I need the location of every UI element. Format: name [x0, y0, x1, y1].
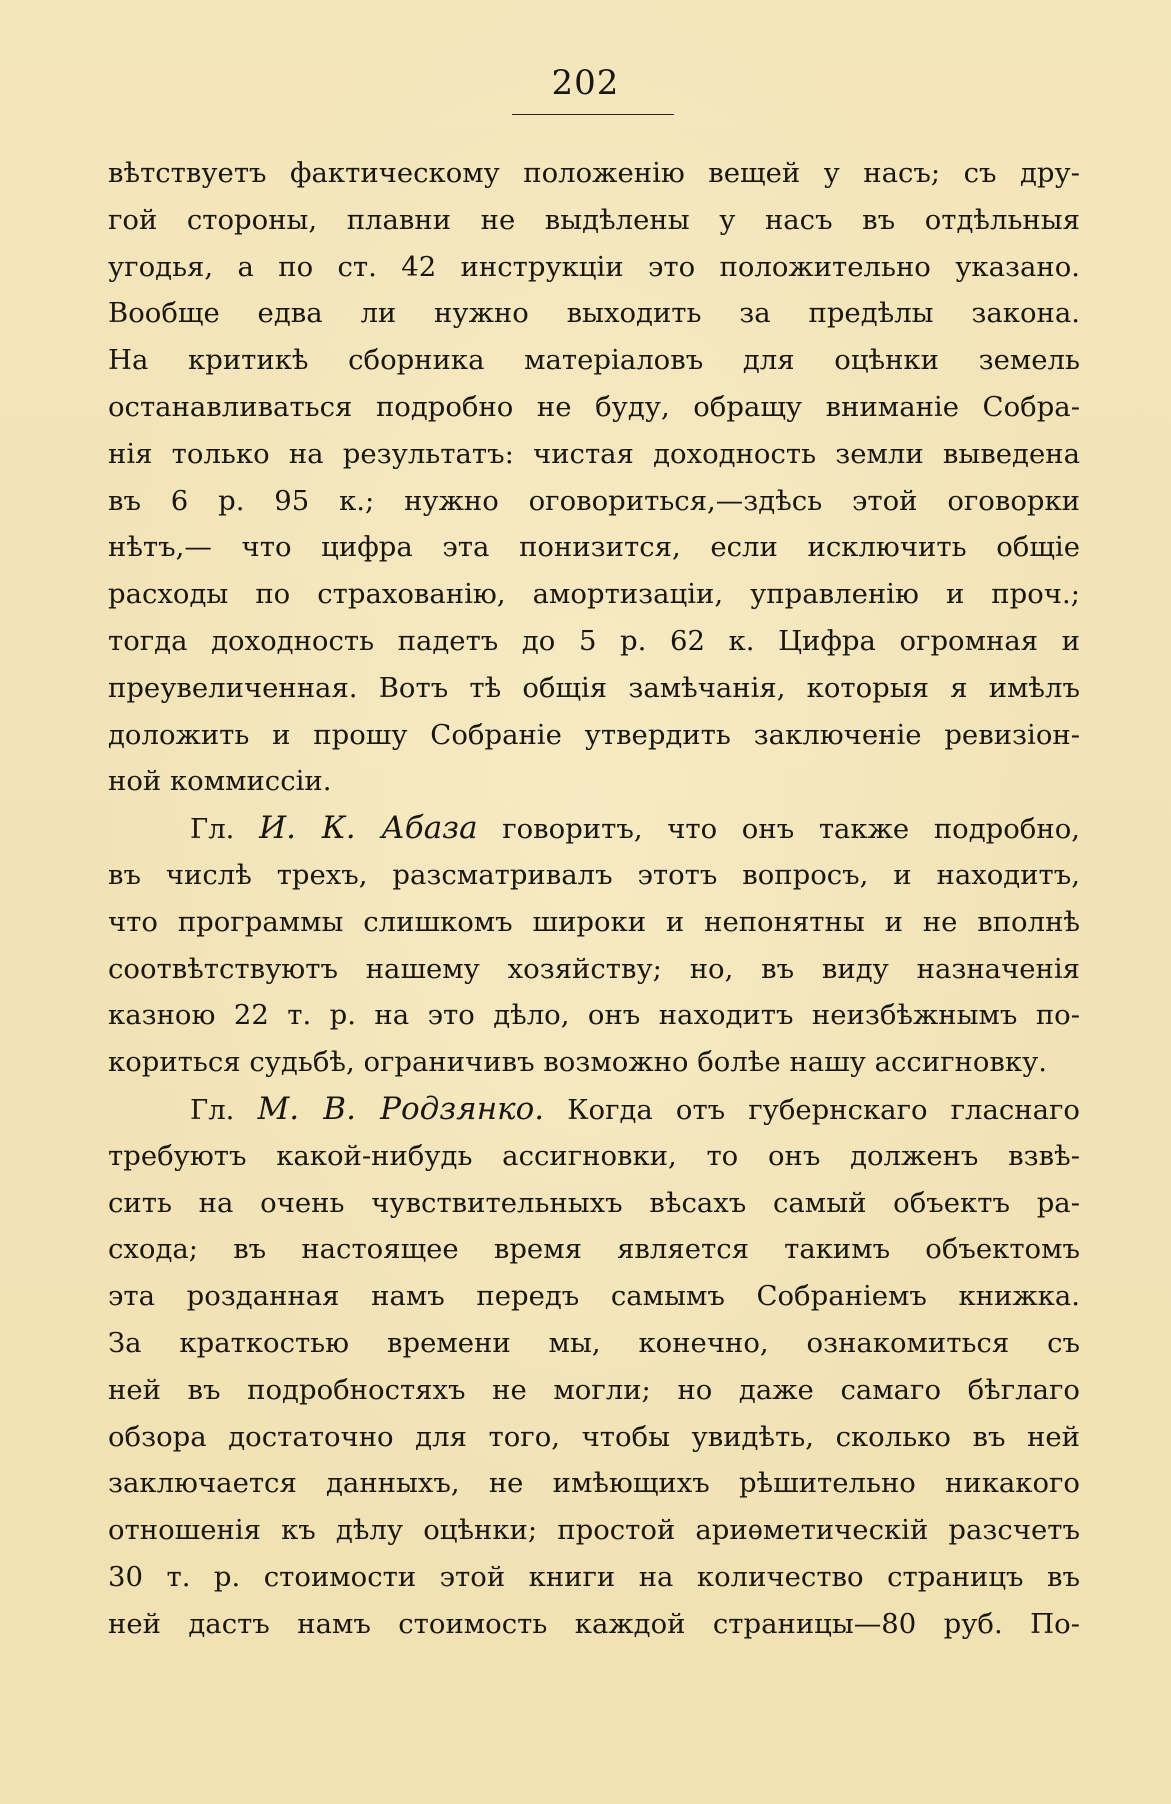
text-segment: говоритъ, что онъ также подробно,: [502, 813, 1080, 846]
speaker-name: М. В. Родзянко.: [257, 1090, 545, 1127]
text-line: нѣтъ,— что цифра эта понизится, если исключить общіе: [108, 531, 1080, 564]
text-line: останавливаться подробно не буду, обращу вниманіе Собра-: [108, 390, 1080, 423]
text-segment: Когда отъ губернскаго гласнаго: [567, 1093, 1080, 1126]
header-rule: [512, 114, 674, 115]
speaker-name: И. К. Абаза: [259, 810, 478, 847]
text-line: сить на очень чувствительныхъ вѣсахъ самый объектъ ра-: [108, 1186, 1080, 1219]
text-line: ней дастъ намъ стоимость каждой страницы—80 руб. По-: [108, 1607, 1080, 1640]
text-line: заключается данныхъ, не имѣющихъ рѣшительно никакого: [108, 1467, 1080, 1500]
text-line: доложить и прошу Собраніе утвердить заключеніе ревизіон-: [108, 718, 1080, 751]
text-line: казною 22 т. р. на это дѣло, онъ находитъ неизбѣжнымъ по-: [108, 999, 1080, 1032]
paragraph-start-line: [108, 805, 1080, 852]
text-line: вѣтствуетъ фактическому положенію вещей у насъ; съ дру-: [108, 157, 1080, 189]
text-line: тогда доходность падетъ до 5 р. 62 к. Цифра огромная и: [108, 624, 1080, 657]
text-line: 30 т. р. стоимости этой книги на количество страницъ въ: [108, 1560, 1080, 1593]
text-line: въ числѣ трехъ, разсматривалъ этотъ вопросъ, и находитъ,: [108, 858, 1080, 891]
text-line: что программы слишкомъ широки и непонятны и не вполнѣ: [108, 905, 1080, 938]
paragraph-start-line: [108, 1086, 1080, 1133]
text-line: ней въ подробностяхъ не могли; но даже самаго бѣглаго: [108, 1373, 1080, 1406]
body-text: [108, 150, 1080, 1648]
text-line: эта розданная намъ передъ самымъ Собраніемъ книжка.: [108, 1280, 1080, 1313]
text-line: расходы по страхованію, амортизаціи, управленію и проч.;: [108, 578, 1080, 611]
text-line: За краткостью времени мы, конечно, ознакомиться съ: [108, 1326, 1080, 1359]
text-line: На критикѣ сборника матеріаловъ для оцѣнки земель: [108, 344, 1080, 377]
text-line: нія только на результатъ: чистая доходность земли выведена: [108, 437, 1080, 470]
text-line: угодья, а по ст. 42 инструкціи это положительно указано.: [108, 250, 1080, 283]
text-line: преувеличенная. Вотъ тѣ общія замѣчанія, которыя я имѣлъ: [108, 671, 1080, 704]
page-number: 202: [551, 63, 620, 103]
text-line: ной коммиссіи.: [108, 765, 332, 798]
speaker-prefix: Гл.: [190, 1093, 235, 1126]
text-line: требуютъ какой-нибудь ассигновки, то онъ долженъ взвѣ-: [108, 1139, 1080, 1172]
text-line: обзора достаточно для того, чтобы увидѣть, сколько въ ней: [108, 1420, 1080, 1453]
text-line: кориться судьбѣ, ограничивъ возможно болѣе нашу ассигновку.: [108, 1046, 1048, 1079]
text-line: гой стороны, плавни не выдѣлены у насъ въ отдѣльныя: [108, 203, 1080, 236]
text-line: схода; въ настоящее время является такимъ объектомъ: [108, 1233, 1080, 1266]
text-line: соотвѣтствуютъ нашему хозяйству; но, въ виду назначенія: [108, 952, 1080, 985]
speaker-prefix: Гл.: [190, 813, 235, 846]
text-line: Вообще едва ли нужно выходить за предѣлы закона.: [108, 297, 1080, 330]
text-line: отношенія къ дѣлу оцѣнки; простой ариѳметическій разсчетъ: [108, 1514, 1080, 1547]
text-line: въ 6 р. 95 к.; нужно оговориться,—здѣсь этой оговорки: [108, 484, 1080, 517]
